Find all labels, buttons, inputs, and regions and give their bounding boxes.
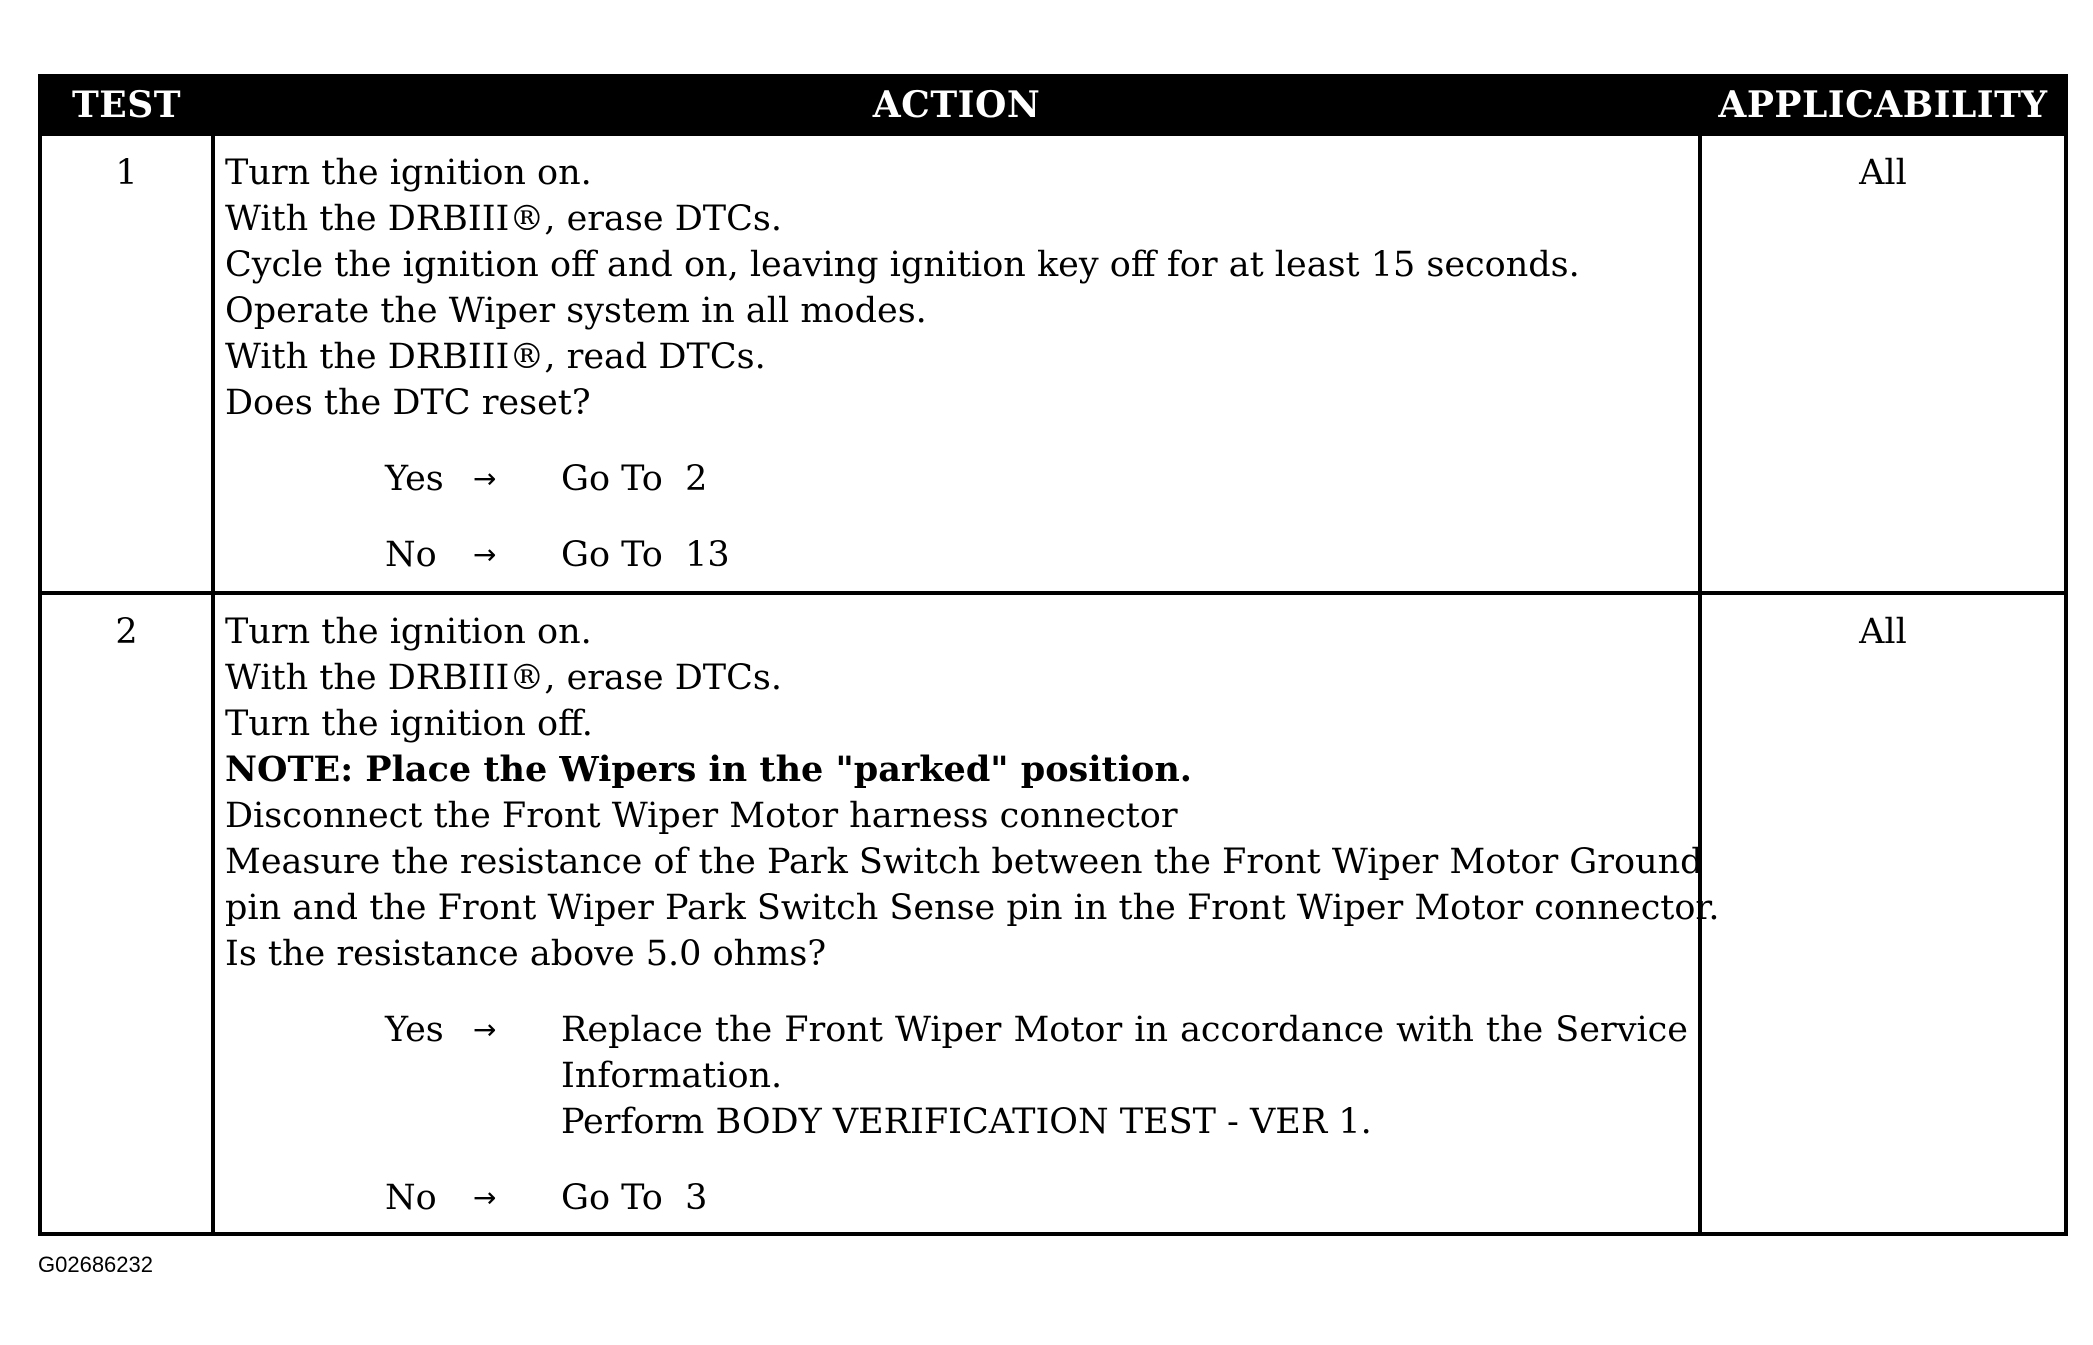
- arrow-icon: →: [473, 462, 497, 495]
- branch-result: [561, 456, 1688, 502]
- arrow-icon: →: [473, 1013, 497, 1046]
- action-question: Does the DTC reset?: [225, 383, 591, 423]
- branch-answer: No: [385, 535, 437, 575]
- branch-no: [385, 1175, 1688, 1221]
- applicability-value: All: [1700, 593, 2066, 1234]
- action-step: Disconnect the Front Wiper Motor harness connector: [225, 796, 1178, 836]
- action-step: With the DRBIII®, erase DTCs.: [225, 199, 782, 239]
- action-note: NOTE: Place the Wipers in the "parked" position.: [225, 749, 1192, 790]
- applicability-value: All: [1700, 134, 2066, 593]
- action-step: Turn the ignition on.: [225, 153, 592, 193]
- branch-result-line: Perform BODY VERIFICATION TEST - VER 1.: [561, 1102, 1372, 1142]
- branch-result: [561, 532, 1688, 578]
- test-number: 1: [40, 134, 213, 593]
- branch-answer: Yes: [385, 459, 444, 499]
- action-step: Turn the ignition on.: [225, 612, 592, 652]
- figure-id-label: G02686232: [38, 1252, 153, 1277]
- branch-result-line: Go To 3: [561, 1178, 708, 1218]
- branch-result-line: Replace the Front Wiper Motor in accordance with the Service: [561, 1010, 1688, 1050]
- branch-result: [561, 1175, 1688, 1221]
- action-step: Cycle the ignition off and on, leaving ignition key off for at least 15 seconds.: [225, 245, 1580, 285]
- action-step: Measure the resistance of the Park Switch between the Front Wiper Motor Ground: [225, 842, 1703, 882]
- action-step: With the DRBIII®, read DTCs.: [225, 337, 766, 377]
- action-step: pin and the Front Wiper Park Switch Sense pin in the Front Wiper Motor connector.: [225, 888, 1720, 928]
- branch-result: [561, 1007, 1688, 1145]
- branch-result-line: Information.: [561, 1056, 783, 1096]
- table-header-row: [40, 76, 2066, 134]
- arrow-icon: →: [473, 538, 497, 571]
- arrow-icon: →: [473, 1181, 497, 1214]
- test-number: 2: [40, 593, 213, 1234]
- header-test: TEST: [40, 76, 213, 134]
- branch-answer: No: [385, 1178, 437, 1218]
- branch-yes: [385, 456, 1688, 502]
- action-cell: [213, 593, 1720, 1234]
- table-row: [40, 134, 2066, 593]
- action-cell: [213, 134, 1700, 593]
- action-step: Operate the Wiper system in all modes.: [225, 291, 927, 331]
- branch-answer: Yes: [385, 1010, 444, 1050]
- action-step: With the DRBIII®, erase DTCs.: [225, 658, 782, 698]
- branch-result-line: Go To 2: [561, 459, 708, 499]
- header-applicability: APPLICABILITY: [1700, 76, 2066, 134]
- branch-no: [385, 532, 1688, 578]
- action-step: Turn the ignition off.: [225, 704, 593, 744]
- branch-yes: [385, 1007, 1688, 1145]
- diagnostic-test-table: [38, 74, 2068, 1236]
- action-question: Is the resistance above 5.0 ohms?: [225, 934, 827, 974]
- header-action: ACTION: [213, 76, 1700, 134]
- table-row: [40, 593, 2066, 1234]
- branch-result-line: Go To 13: [561, 535, 730, 575]
